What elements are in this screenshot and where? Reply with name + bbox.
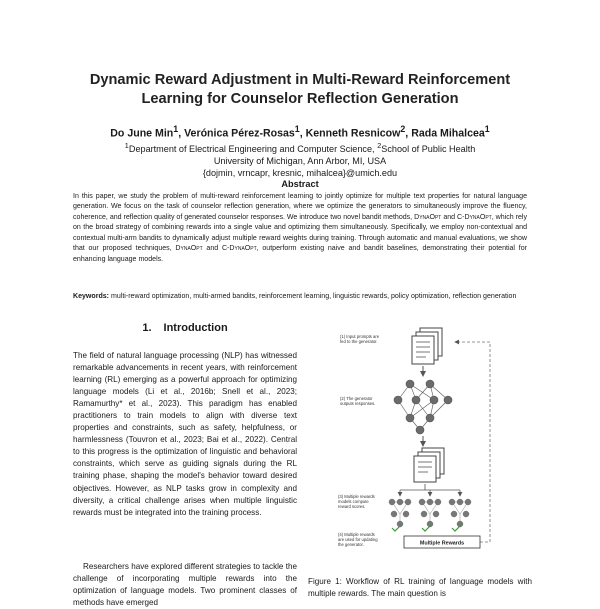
keywords [73,292,527,302]
workflow-diagram [330,322,500,562]
department-line: $^1$Department of Electrical Engineering and Computer Science, $^2$School of Public Health [124,141,476,155]
author-affiliation-mark: 1 [484,124,490,134]
keywords-label: Keywords: [73,293,110,300]
author-affiliation-mark: 1 [294,124,300,134]
method-name: C-DynaOpt [221,245,257,253]
email-line: {dojmin, vrncapr, kresnic, mihalcea}@umich.edu [202,168,398,179]
section-heading [73,322,297,334]
method-name: DynaOpt [175,245,203,253]
reward-model-icon [449,499,471,527]
paper-title [40,71,560,109]
author-name: Rada Mihalcea [411,127,485,140]
check-icon [422,525,431,531]
check-icon [392,525,401,531]
generator-network-icon [394,380,452,434]
prompt-documents-icon [412,328,442,364]
abstract-text: In this paper, we study the problem of multi-reward reinforcement learning to jointly optimize for multiple text properties for natural language generation. We focus on the task of counselor reflection generation, where we optimize the generators to simultaneously improve the fluency, coherence, and reflection quality of generated counselor responses. We introduce two novel bandit methods, DynaOpt and C-DynaOpt, which rely on the broad strategy of combining rewards into a single value and optimizing them simultaneously. Specifically, we employ non-contextual and contextual multi-arm bandits to dynamically adjust multiple reward weights during training. Through automatic and manual evaluations, we show that our proposed techniques, DynaOpt and C-DynaOpt, outperform existing naive and bandit baselines, demonstrating their potential for enhancing language models. [73,193,527,263]
author-name: Do June Min [110,127,174,140]
figure-step-4-label: (4) Multiple rewards are used for updating the generator. [338,532,378,548]
title-line-1: Dynamic Reward Adjustment in Multi-Reward Reinforcement [89,72,511,88]
feedback-loop-arrow [455,342,490,542]
reward-model-icon [389,499,411,527]
keywords-list: multi-reward optimization, multi-armed bandits, reinforcement learning, linguistic rewards, policy optimization, reflection generation [109,293,517,300]
method-name: DynaOpt [414,213,442,221]
multiple-rewards-label: Multiple Rewards [419,540,465,547]
author-list: Do June Min$^1$, Verónica Pérez-Rosas$^1$, Kenneth Resnicow$^2$, Rada Mihalcea$^1$ [110,124,490,140]
university-line: University of Michigan, Ann Arbor, MI, USA [213,156,387,167]
author-affiliation-mark: 1 [173,124,179,134]
intro-paragraph-2: Researchers have explored different strategies to tackle the challenge of incorporating multiple rewards into the optimization of language models. Two prominent classes of methods have emerged [73,562,297,608]
author-affiliation-mark: 2 [400,124,406,134]
figure-caption: Figure 1: Workflow of RL training of language models with multiple rewards. The main question is [308,577,532,599]
check-icon [452,525,461,531]
section-number: 1. [142,322,152,334]
author-name: Verónica Pérez-Rosas [184,127,295,140]
affiliations [30,140,570,179]
abstract-heading: Abstract [281,179,319,189]
response-documents-icon [414,448,444,482]
intro-paragraph-1: The field of natural language processing (NLP) has witnessed remarkable advancements in recent years, with reinforcement learning (RL) emerging as a powerful approach for optimizing language models (Li et al., 2016b; Snell et al., 2023; Ramamurthy* et al., 2023). This paradigm has enabled practitioners to train models to align with diverse text properties and constraints, such as safety, helpfulness, or harmlessness (Touvron et al., 2023; Bai et al., 2022). Central to this progress is the optimization of linguistic and behavioral constraints, which serve as guiding signals during the RL training phase, shaping the model's behavior toward desired objectives. However, as NLP tasks grow in complexity and diversity, a critical challenge arises when multiple linguistic rewards must be integrated into the training process. [73,351,297,517]
section-title: Introduction [163,322,228,334]
method-name: C-DynaOpt [457,213,492,221]
title-line-2: Learning for Counselor Reflection Generation [141,91,459,107]
reward-model-icon [419,499,441,527]
figure-step-2-label: (2) The generator outputs responses. [340,396,376,407]
figure-step-3-label: (3) Multiple rewards models compute reward scores. [338,494,375,510]
workflow-figure [330,322,500,562]
figure-step-1-label: (1) Input prompts are fed to the generator. [340,334,380,345]
author-name: Kenneth Resnicow [305,127,401,140]
